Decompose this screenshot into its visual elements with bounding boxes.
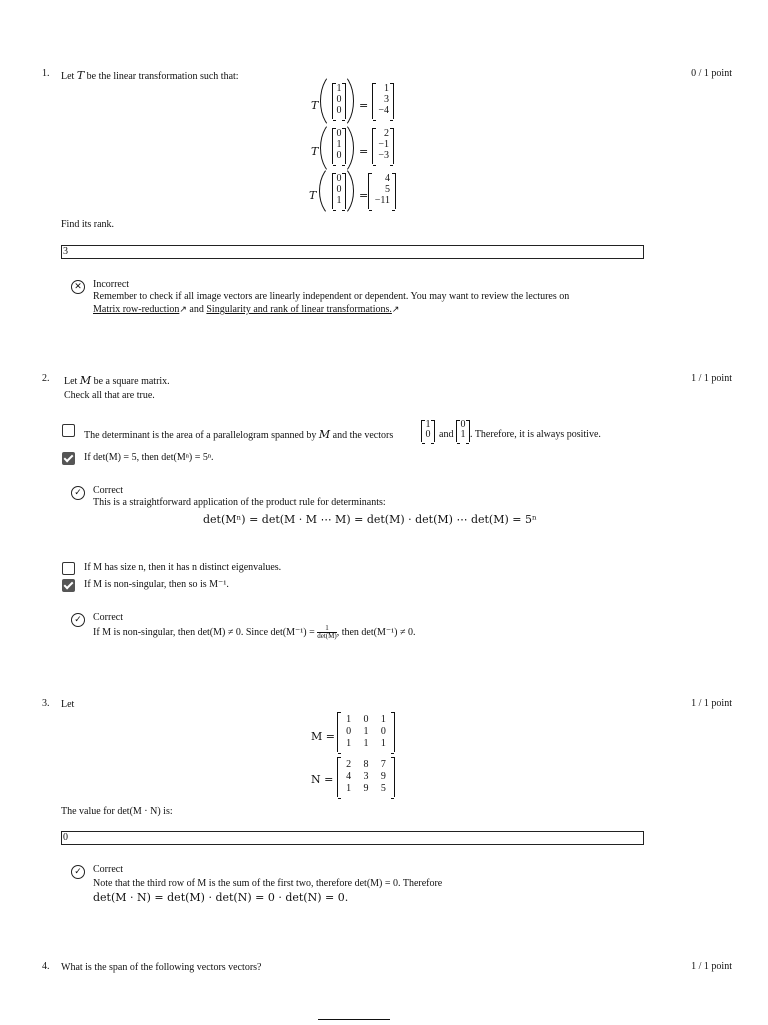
equals-sign: = <box>359 189 369 202</box>
correct-icon: ✓ <box>71 865 85 879</box>
external-link-icon: ↗ <box>179 305 187 315</box>
equals-sign: = <box>359 99 369 112</box>
q2-vector-2: 0 1 <box>456 420 470 442</box>
q2-option-1-post: . Therefore, it is always positive. <box>470 429 601 440</box>
q2-vector-1: 1 0 <box>421 420 435 442</box>
q3-feedback-line2: det(M · N) = det(M) · det(N) = 0 · det(N) = 0. <box>93 891 349 904</box>
q1-input-vector-1: 1 0 0 <box>332 83 346 119</box>
q2-feedback1-status: Correct <box>93 485 123 496</box>
q1-feedback-links: Matrix row-reduction↗ and Singularity and rank of linear transformations.↗ <box>93 304 400 315</box>
q1-input-vector-2: 0 1 0 <box>332 128 346 164</box>
correct-icon: ✓ <box>71 613 85 627</box>
q1-feedback-text: Remember to check if all image vectors are linearly independent or dependent. You may want to review the lectures on <box>93 291 570 302</box>
q3-M-label: M = <box>311 730 335 743</box>
q1-feedback-status: Incorrect <box>93 279 130 290</box>
q2-feedback2-text: If M is non-singular, then det(M) ≠ 0. Since det(M⁻¹) = $\frac{1}{\det(M)}$ , then det(M⁻¹) ≠ 0. <box>93 624 416 640</box>
q3-N-label: N = <box>311 773 334 786</box>
q2-line2: Check all that are true. <box>64 390 155 401</box>
q2-option-1-and: and <box>439 429 454 440</box>
q3-question: The value for det(M · N) is: <box>61 806 173 817</box>
q1-T-symbol: T <box>311 145 319 158</box>
q2-feedback2-status: Correct <box>93 612 123 623</box>
q4-number: 4. <box>42 961 50 972</box>
q3-number: 3. <box>42 698 50 709</box>
q2-option-4-label: If M is non-singular, then so is M⁻¹. <box>84 579 229 590</box>
q1-question: Find its rank. <box>61 219 115 230</box>
equals-sign: = <box>359 145 369 158</box>
q2-number: 2. <box>42 373 50 384</box>
incorrect-icon: ✕ <box>71 280 85 294</box>
fraction: $\frac{1}{\det(M)}$ <box>317 624 337 640</box>
q2-option-3-checkbox[interactable] <box>62 562 75 575</box>
q4-prompt: What is the span of the following vectors vectors? <box>61 962 262 973</box>
q2-option-4-checkbox[interactable] <box>62 579 75 592</box>
q1-input-vector-3: 0 0 1 <box>332 173 346 209</box>
q1-T-symbol: T <box>311 99 319 112</box>
q4-vectors-partial <box>318 1019 390 1025</box>
q3-feedback-line1: Note that the third row of M is the sum of the first two, therefore det(M) = 0. Therefore <box>93 878 443 889</box>
q2-feedback1-text: This is a straightforward application of the product rule for determinants: <box>93 497 386 508</box>
q1-prompt: Let T be the linear transformation such that: <box>61 69 239 82</box>
q2-option-2-checkbox[interactable] <box>62 452 75 465</box>
q1-output-vector-3: 4 5 −11 <box>368 173 396 209</box>
link-matrix-row-reduction[interactable]: Matrix row-reduction <box>93 304 180 315</box>
q1-points: 0 / 1 point <box>691 68 732 79</box>
q2-option-1-checkbox[interactable] <box>62 424 75 437</box>
q3-points: 1 / 1 point <box>691 698 732 709</box>
q3-feedback-status: Correct <box>93 864 123 875</box>
q1-output-vector-2: 2 −1 −3 <box>372 128 394 164</box>
q1-number: 1. <box>42 68 50 79</box>
q3-matrix-M: 1 0 1 0 1 0 1 1 1 <box>337 712 395 752</box>
q1-T-symbol: T <box>309 189 317 202</box>
link-singularity-rank[interactable]: Singularity and rank of linear transformations. <box>206 304 392 315</box>
q3-answer-input[interactable]: 0 <box>61 831 644 845</box>
q2-option-3-label: If M has size n, then it has n distinct eigenvalues. <box>84 562 282 573</box>
q3-matrix-N: 2 8 7 4 3 9 1 9 5 <box>337 757 395 797</box>
q4-points: 1 / 1 point <box>691 961 732 972</box>
q2-feedback1-formula: det(Mⁿ) = det(M · M ⋯ M) = det(M) · det(M) ⋯ det(M) = 5ⁿ <box>203 513 537 526</box>
external-link-icon: ↗ <box>391 305 400 315</box>
q1-output-vector-1: 1 3 −4 <box>372 83 394 119</box>
q2-option-1-label: The determinant is the area of a parallelogram spanned by M and the vectors <box>84 428 394 441</box>
q2-line1: Let M be a square matrix. <box>64 374 170 387</box>
q2-points: 1 / 1 point <box>691 373 732 384</box>
q2-option-2-label: If det(M) = 5, then det(Mⁿ) = 5ⁿ. <box>84 452 214 463</box>
q1-answer-input[interactable]: 3 <box>61 245 644 259</box>
q3-prompt: Let <box>61 699 75 710</box>
correct-icon: ✓ <box>71 486 85 500</box>
